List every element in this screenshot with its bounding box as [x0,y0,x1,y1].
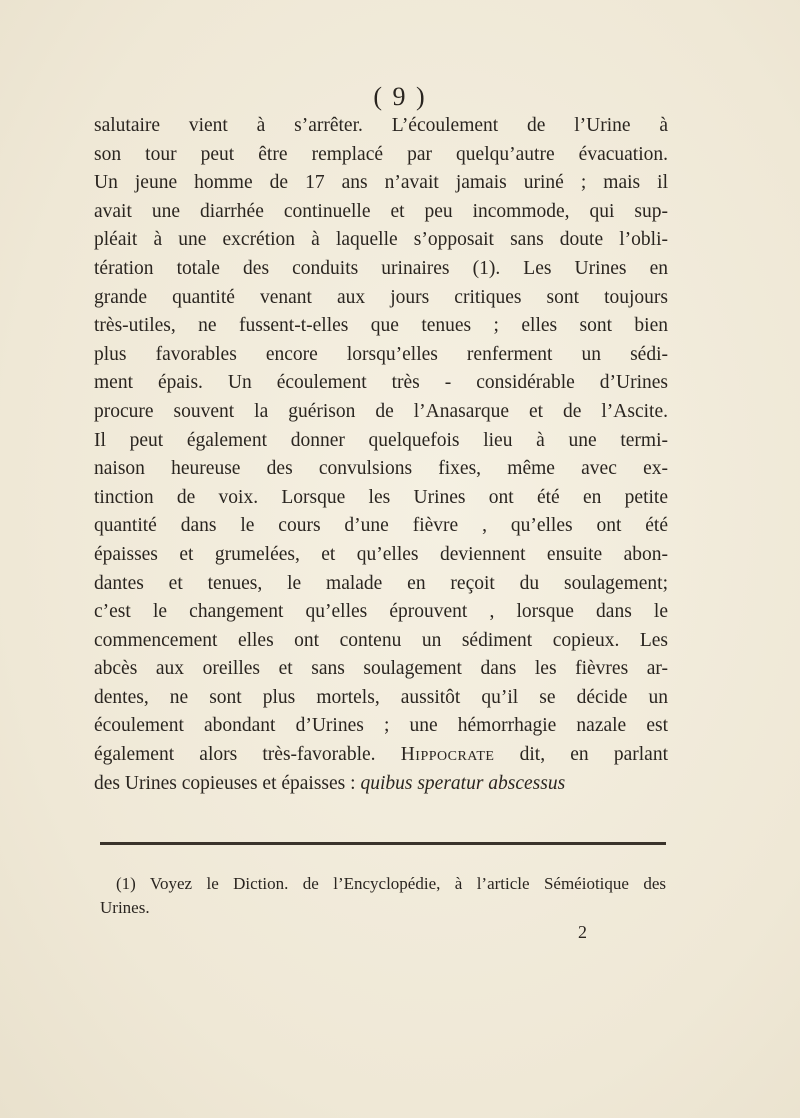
text-line-with-quote [94,770,668,799]
text-line: son tour peut être remplacé par quelqu’autre évacuation. [94,143,668,165]
text-line: salutaire vient à s’arrêter. L’écoulement de l’Urine à [94,115,668,136]
text-line: tération totale des conduits urinaires (1). Les Urines en [94,257,668,279]
text-line: écoulement abondant d’Urines ; une hémorrhagie nazale est [94,715,668,737]
text-line: commencement elles ont contenu un sédiment copieux. Les [94,629,668,651]
text-line: avait une diarrhée continuelle et peu incommode, qui sup- [94,200,668,222]
text-segment: dit, en parlant [494,744,668,766]
signature-mark: 2 [578,922,587,942]
text-line: naison heureuse des convulsions fixes, même avec ex- [94,458,668,480]
text-line: grande quantité venant aux jours critiques sont toujours [94,286,668,308]
text-line: abcès aux oreilles et sans soulagement dans les fièvres ar- [94,658,668,680]
text-line: pléait à une excrétion à laquelle s’opposait sans doute l’obli- [94,229,668,251]
text-line: quantité dans le cours d’une fièvre , qu’elles ont été [94,515,668,537]
page-number: ( 9 ) [373,82,427,111]
text-line: dentes, ne sont plus mortels, aussitôt qu’il se décide un [94,686,668,708]
text-line: procure souvent la guérison de l’Anasarque et de l’Ascite. [94,400,668,422]
latin-quote: quibus speratur abscessus [360,772,566,794]
body-text [94,112,668,798]
footnote [100,872,666,920]
text-line: tinction de voix. Lorsque les Urines ont été en petite [94,486,668,508]
text-line: ment épais. Un écoulement très - considérable d’Urines [94,372,668,394]
author-name: Hippocrate [400,744,495,766]
text-line: c’est le changement qu’elles éprouvent , lorsque dans le [94,601,668,623]
text-line: épaisses et grumelées, et qu’elles deviennent ensuite abon- [94,543,668,565]
text-line: très-utiles, ne fussent-t-elles que tenues ; elles sont bien [94,315,668,337]
text-line: Un jeune homme de 17 ans n’avait jamais uriné ; mais il [94,172,668,194]
text-line: Il peut également donner quelquefois lieu à une termi- [94,429,668,451]
text-segment: également alors très-favorable. [94,744,376,766]
footnote-rule [100,842,666,845]
text-segment: des Urines copieuses et épaisses : [94,772,361,794]
text-line-with-author [94,741,668,770]
footnote-line: Urines. [100,898,150,917]
footnote-line: (1) Voyez le Diction. de l’Encyclopédie, à l’article Séméiotique des [116,874,666,893]
text-line: plus favorables encore lorsqu’elles renferment un sédi- [94,343,668,365]
text-line: dantes et tenues, le malade en reçoit du soulagement; [94,572,668,594]
